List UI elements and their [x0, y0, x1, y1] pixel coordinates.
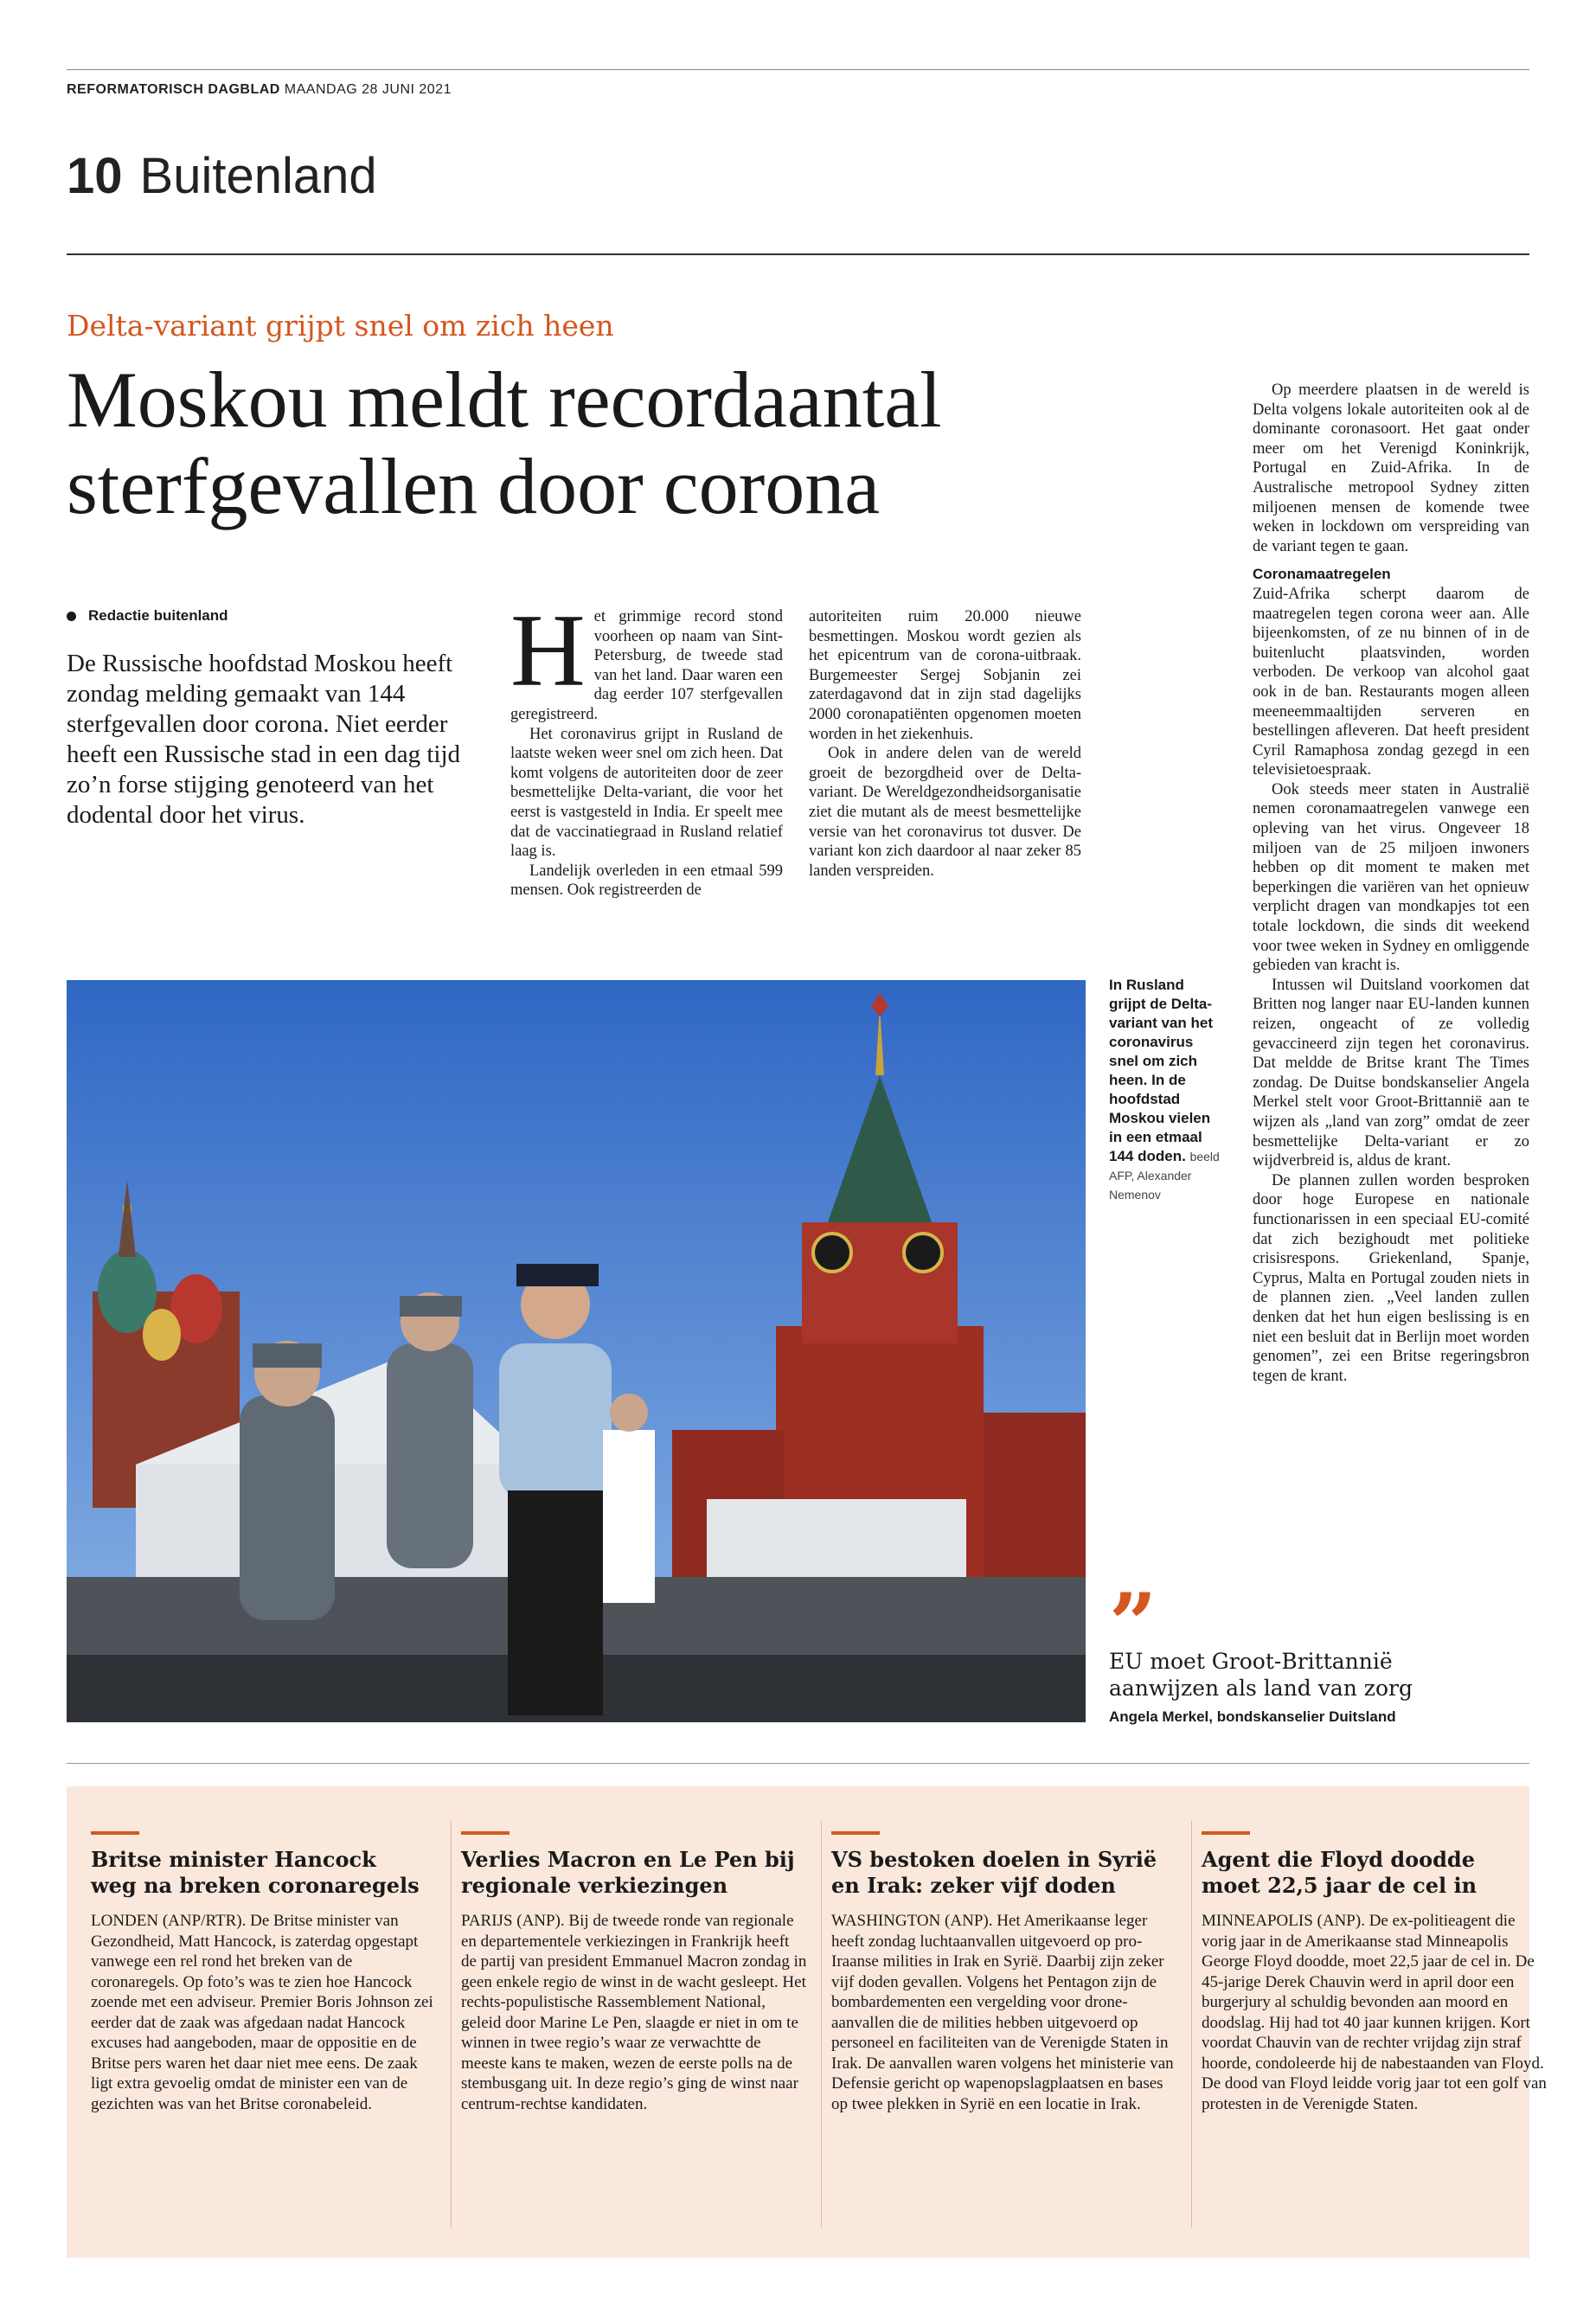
brief-body: WASHINGTON (ANP). Het Amerikaanse leger heeft zondag luchtaanvallen uitgevoerd op pro-Iraanse milities in Irak en Syrië. Daarbij zijn zeker vijf doden gevallen. Volgens het Pentagon zijn de bombardementen een vergelding voor drone-aanvallen die de milities hebben uitgevoerd op personeel en faciliteiten van de Verenigde Staten in Irak. De aanvallen waren volgens het ministerie van Defensie gericht op wapenopslagplaatsen en bases op twee plekken in Syrië en een locatie in Irak. — [831, 1912, 1174, 2113]
paragraph: autoriteiten ruim 20.000 nieuwe besmettingen. Moskou wordt gezien als het epicentrum van de corona-uitbraak. Burgemeester Sergej Sobjanin zei zaterdagavond dat in zijn stad dagelijks 2000 coronapatiënten opgenomen moeten worden in het ziekenhuis. — [809, 608, 1081, 743]
lead-paragraph: De Russische hoofdstad Moskou heeft zondag melding gemaakt van 144 sterfgevallen door corona. Niet eerder heeft een Russische stad in een dag tijd zo’n forse stijging genoteerd van het dodental door het virus. — [67, 650, 461, 829]
section-rule — [67, 253, 1529, 255]
brief-divider — [1191, 1821, 1192, 2227]
paragraph: De plannen zullen worden besproken door hoge Europese en nationale functionarissen in een speciaal EU-comité dat zich bezighoudt met politieke crisisrespons. Griekenland, Spanje, Cyprus, Malta en Portugal zouden niets in de plannen zien. „Veel landen zullen denken dat het hun eigen beslissing is en niet een besluit dat in Berlijn moet worden genomen”, zei een Britse regeringsbron tegen de krant. — [1253, 1171, 1529, 1385]
accent-bar — [91, 1831, 139, 1835]
bullet-icon — [67, 612, 76, 621]
article-column-3 — [1253, 381, 1529, 1386]
pull-quote: EU moet Groot-Brittannië aanwijzen als land van zorg — [1109, 1649, 1413, 1701]
accent-bar — [831, 1831, 880, 1835]
brief-title: Britse minister Hancock weg na breken coronaregels — [91, 1847, 420, 1898]
paragraph: Op meerdere plaatsen in de wereld is Delta volgens lokale autoriteiten ook al de dominante coronasoort. Het gaat onder meer om het Verenigd Koninkrijk, Portugal en Zuid-Afrika. In de Australische metropool Sydney zitten miljoenen mensen de komende twee weken in lockdown om verspreiding van de variant tegen te gaan. — [1253, 381, 1529, 555]
article-column-2 — [809, 607, 1081, 881]
photo-caption — [1109, 976, 1221, 1204]
paper-name: REFORMATORISCH DAGBLAD — [67, 82, 280, 97]
article-column-1 — [510, 593, 783, 901]
photo-credit: beeld AFP, Alexander Nemenov — [1109, 1150, 1220, 1202]
brief-body: PARIJS (ANP). Bij de tweede ronde van regionale en departementele verkiezingen in Frankrijk heeft de partij van president Emmanuel Macron zondag in geen enkele regio de winst in de wacht gesleept. Het rechts-populistische Rassemblement National, geleid door Marine Le Pen, slaagde er niet in om te winnen in twee regio’s waar ze verwachtte de meeste kans te maken, wezen de eerste polls na de stembusgang uit. In deze regio’s ging de winst naar centrum-rechtse kandidaten. — [461, 1912, 807, 2113]
bottom-section-rule — [67, 1763, 1529, 1764]
accent-bar — [1202, 1831, 1250, 1835]
caption-text: In Rusland grijpt de Delta-variant van het coronavirus snel om zich heen. In de hoofdstad Moskou vielen in een etmaal 144 doden. — [1109, 977, 1213, 1164]
top-rule — [67, 69, 1529, 70]
masthead — [67, 82, 452, 98]
quote-attribution: Angela Merkel, bondskanselier Duitsland — [1109, 1708, 1396, 1725]
paragraph: Landelijk overleden in een etmaal 599 mensen. Ook registreerden de — [510, 862, 783, 900]
section-name: Buitenland — [139, 148, 377, 204]
paragraph: Het coronavirus grijpt in Rusland de laatste weken weer snel om zich heen. Dat komt volgens de autoriteiten door de zeer besmettelijke Delta-variant, die voor het eerst is vastgesteld in India. Er speelt mee dat de vaccinatiegraad in Rusland relatief laag is. — [510, 725, 783, 861]
brief-divider — [821, 1821, 822, 2227]
brief-title: Agent die Floyd doodde moet 22,5 jaar de cel in — [1202, 1847, 1477, 1898]
paragraph: Intussen wil Duitsland voorkomen dat Britten nog langer naar EU-landen kunnen reizen, ongeacht of ze volledig gevaccineerd zijn tegen het coronavirus. Dat meldde de Britse krant The Times zondag. De Duitse bondskanselier Angela Merkel stelt voor Groot-Brittannië aan te wijzen als „land van zorg” omdat de zeer besmettelijke Delta-variant er zo wijdverbreid is, aldus de krant. — [1253, 976, 1529, 1170]
paragraph: et grimmige record stond voorheen op naam van Sint-Petersburg, de tweede stad van het land. Daar waren een dag eerder 107 sterfgevallen geregistreerd. — [510, 608, 783, 723]
brief-title: Verlies Macron en Le Pen bij regionale verkiezingen — [461, 1847, 795, 1898]
paragraph: Ook steeds meer staten in Australië nemen coronamaatregelen vanwege een opleving van het virus. Ongeveer 18 miljoen van de 25 miljoen inwoners hebben op dit moment te maken met beperkingen die variëren van het opnieuw verplicht dragen van mondkapjes tot een totale lockdown, die sinds dit weekend voor twee weken in Sydney en omliggende gebieden van kracht is. — [1253, 780, 1529, 975]
kicker: Delta-variant grijpt snel om zich heen — [67, 309, 614, 343]
paragraph: Zuid-Afrika scherpt daarom de maatregelen tegen corona weer aan. Alle bijeenkomsten, of ze nu binnen of in de buitenlucht plaatsvinden, worden verboden. De verkoop van alcohol gaat ook in de ban. Restaurants mogen alleen meeneemmaaltijden serveren en bestellingen afleveren. Dat heeft president Cyril Ramaphosa zondag gezegd in een televisietoespraak. — [1253, 585, 1529, 779]
dropcap: H — [510, 593, 586, 708]
brief-divider — [451, 1821, 452, 2227]
page-number: 10 — [67, 148, 123, 204]
paragraph: Ook in andere delen van de wereld groeit de bezorgdheid over de Delta-variant. De Wereldgezondheidsorganisatie ziet die mutant als de meest besmettelijke versie van het coronavirus tot dusver. De variant kon zich daardoor al naar zeker 85 landen verspreiden. — [809, 745, 1081, 880]
section-header — [67, 147, 377, 205]
accent-bar — [461, 1831, 510, 1835]
byline — [67, 607, 228, 625]
red-square-illustration — [67, 980, 1086, 1722]
issue-date: MAANDAG 28 JUNI 2021 — [284, 82, 452, 97]
subhead: Coronamaatregelen — [1253, 566, 1391, 583]
news-briefs — [67, 1786, 1547, 2258]
byline-text: Redactie buitenland — [88, 607, 228, 624]
article-photo — [67, 980, 1086, 1722]
brief-body: MINNEAPOLIS (ANP). De ex-politieagent die vorig jaar in de Amerikaanse stad Minneapolis George Floyd doodde, moet 22,5 jaar de cel in. De 45-jarige Derek Chauvin werd in april door een burgerjury al schuldig bevonden aan moord en doodslag. Hij had tot 40 jaar kunnen krijgen. Kort voordat Chauvin van de rechter vrijdag zijn straf hoorde, condoleerde hij de nabestaanden van Floyd. De dood van Floyd leidde vorig jaar tot een golf van protesten in de Verenigde Staten. — [1202, 1912, 1547, 2113]
brief-body: LONDEN (ANP/RTR). De Britse minister van Gezondheid, Matt Hancock, is zaterdag opgestapt vanwege een rel rond het breken van de coronaregels. Op foto’s was te zien hoe Hancock zoende met een adviseur. Premier Boris Johnson zei eerder dat de zaak was afgedaan nadat Hancock excuses had aangeboden, maar de oppositie en de Britse pers waren het daar niet mee eens. De zaak ligt extra gevoelig omdat de minister een van de gezichten was van het Britse coronabeleid. — [91, 1912, 433, 2113]
brief-title: VS bestoken doelen in Syrië en Irak: zeker vijf doden — [831, 1847, 1157, 1898]
headline: Moskou meldt recordaantal sterfgevallen door corona — [67, 356, 942, 530]
quote-mark-icon: ” — [1109, 1575, 1157, 1673]
